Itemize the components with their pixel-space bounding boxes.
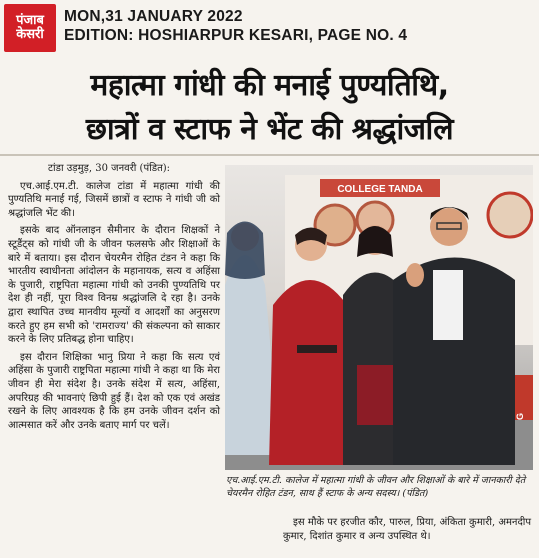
- logo-line-1: पंजाब: [16, 13, 44, 29]
- person-2-belt: [297, 345, 337, 353]
- photo-banner-text: COLLEGE TANDA: [337, 184, 423, 195]
- person-2-body: [269, 280, 355, 465]
- article-paragraph: एच.आई.एम.टी. कालेज टांडा में महात्मा गांधी की पुण्यतिथि मनाई गई, जिसमें छात्रों व स्टाफ ने गांधी जी को श्रद्धांजलि भेंट की।: [8, 180, 220, 219]
- headline-line-2: छात्रों व स्टाफ ने भेंट की श्रद्धांजलि: [85, 112, 454, 147]
- edition-info: EDITION: HOSHIARPUR KESARI, PAGE NO. 4: [64, 27, 408, 44]
- photo-illustration: [225, 165, 533, 470]
- closing-paragraph: इस मौके पर हरजीत कौर, पारुल, प्रिया, अंकिता कुमारी, अमनदीप कुमार, दिशांत कुमार व अन्य उपस्थित थे।: [283, 517, 532, 542]
- article-closing: [283, 516, 533, 543]
- publication-date: MON,31 JANUARY 2022: [64, 8, 243, 25]
- banner-portrait: [488, 193, 532, 237]
- person-4-raised-hand: [406, 263, 424, 287]
- article-body: [8, 162, 220, 436]
- divider: [0, 154, 539, 156]
- punjab-kesari-logo: [4, 4, 56, 52]
- person-3-scarf: [357, 365, 393, 425]
- person-4-shirt: [433, 270, 463, 340]
- edition-meta: [64, 7, 407, 45]
- dateline: टांडा उड़मुड़, 30 जनवरी (पंडित):: [48, 163, 171, 174]
- article-paragraph: इस दौरान शिक्षिका भानु प्रिया ने कहा कि सत्य एवं अहिंसा के पुजारी राष्ट्रपिता महात्मा गांधी ने कहा था कि मेरा जीवन ही मेरा संदेश है। उनके संदेश में सत्य, अहिंसा, अपरिग्रह की भावनाएं छिपी हुई हैं। देश को एक एवं अखंड रखने के लिए आवश्यक है कि हम उनके जीवन दर्शन को आत्मसात करें और उनके बताए मार्ग पर चलें।: [8, 351, 220, 431]
- headline-line-1: महात्मा गांधी की मनाई पुण्यतिथि,: [90, 68, 449, 103]
- logo-line-2: केसरी: [16, 27, 44, 42]
- person-4-head: [430, 208, 468, 246]
- person-1-scarf: [225, 222, 265, 280]
- headline: [6, 64, 533, 152]
- news-photo: [225, 165, 533, 470]
- photo-caption: एच.आई.एम.टी. कालेज में महात्मा गांधी के जीवन और शिक्षाओं के बारे में जानकारी देते चेयरमैन रोहित टंडन, साथ हैं स्टाफ के अन्य सदस्य। (पंडित): [226, 475, 526, 499]
- article-paragraph: इसके बाद ऑनलाइन सैमीनार के दौरान शिक्षकों ने स्टूडैंट्स को गांधी जी के जीवन फलसफे और शिक्षाओं के बारे में बताया। इस दौरान चेयरमैन रोहित टंडन ने कहा कि भारतीय स्वाधीनता आंदोलन के महानायक, सत्य व अहिंसा के पुजारी, राष्ट्रपिता महात्मा गांधी को उनकी पुण्यतिथि पर देश ही नहीं, पूरा विश्व विनम्र श्रद्धांजलि दे रहा है। उनके द्वारा स्थापित उच्च मानवीय मूल्यों व आदर्शों का अनुसरण करते हुए हम सभी को 'रामराज्य' की संकल्पना को साकार करने के लिए प्रतिबद्ध होना चाहिए।: [8, 225, 220, 346]
